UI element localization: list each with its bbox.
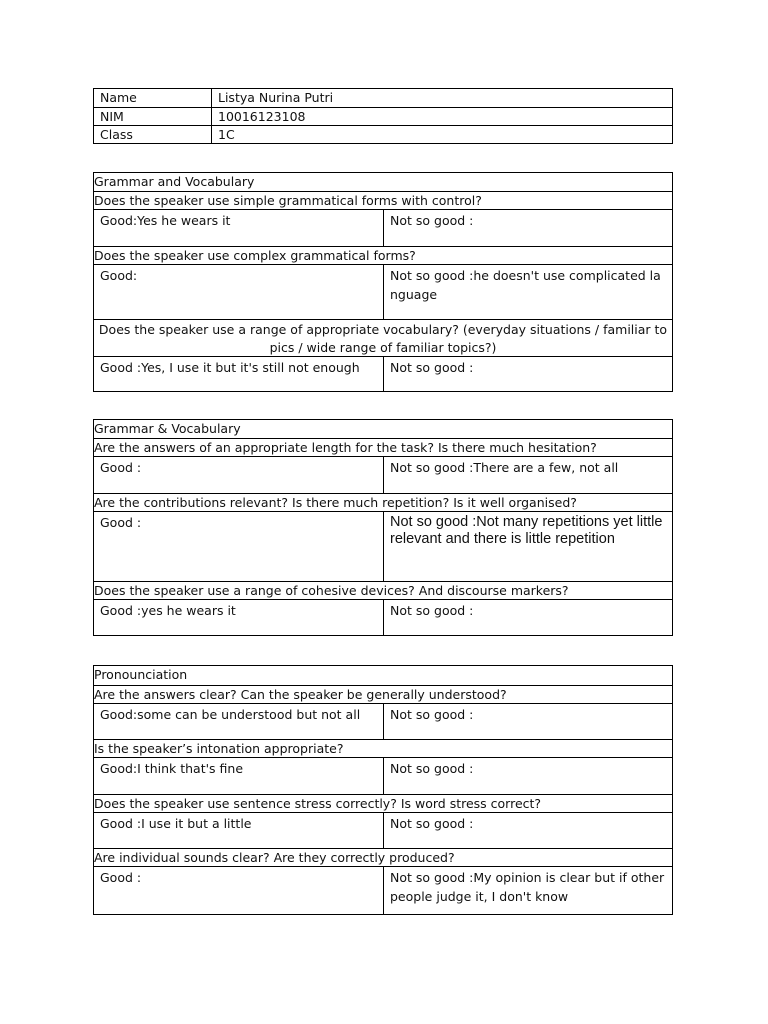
good-answer: Good :	[94, 867, 384, 914]
question: Does the speaker use simple grammatical forms with control?	[94, 191, 672, 209]
good-answer: Good:	[94, 265, 384, 319]
section-title: Grammar and Vocabulary	[94, 174, 255, 189]
good-answer: Good :I use it but a little	[94, 813, 384, 848]
answer-row	[94, 209, 672, 246]
answer-row	[94, 356, 672, 391]
answer-row	[94, 599, 672, 635]
not-so-good-answer: Not so good :	[390, 213, 474, 228]
not-so-good-answer: Not so good :Not many repetitions yet little relevant and there is little repetition	[390, 514, 663, 547]
info-label: NIM	[94, 108, 212, 125]
question: Does the speaker use a range of cohesive devices? And discourse markers?	[94, 581, 672, 599]
info-value: 1C	[218, 127, 235, 142]
good-answer: Good :	[94, 512, 384, 581]
question: Does the speaker use complex grammatical forms?	[94, 246, 672, 264]
section-title: Pronounciation	[94, 667, 188, 682]
good-answer: Good:I think that's fine	[94, 758, 384, 794]
info-label: Name	[94, 89, 212, 107]
good-answer: Good:Yes he wears it	[94, 210, 384, 246]
not-so-good-answer: Not so good :My opinion is clear but if other people judge it, I don't know	[390, 870, 665, 904]
not-so-good-answer: Not so good :	[390, 707, 474, 722]
answer-row	[94, 812, 672, 848]
not-so-good-answer: Not so good :	[390, 816, 474, 831]
not-so-good-answer: Not so good :	[390, 360, 474, 375]
answer-row	[94, 703, 672, 739]
info-value: 10016123108	[218, 109, 306, 124]
not-so-good-answer: Not so good :There are a few, not all	[390, 460, 619, 475]
good-answer: Good :	[94, 457, 384, 493]
question: Are the contributions relevant? Is there much repetition? Is it well organised?	[94, 493, 672, 511]
question: Are individual sounds clear? Are they correctly produced?	[94, 848, 672, 866]
question: Does the speaker use a range of appropriate vocabulary? (everyday situations / familiar to pics / wide range of familiar topics?)	[94, 319, 672, 356]
info-row-name	[94, 89, 672, 107]
pronunciation-table	[93, 665, 673, 915]
good-answer: Good :Yes, I use it but it's still not enough	[94, 357, 384, 391]
question: Are the answers of an appropriate length for the task? Is there much hesitation?	[94, 438, 672, 456]
not-so-good-answer: Not so good :	[390, 761, 474, 776]
not-so-good-answer: Not so good :he doesn't use complicated la nguage	[390, 268, 661, 302]
answer-row	[94, 866, 672, 914]
answer-row	[94, 264, 672, 319]
question: Are the answers clear? Can the speaker be generally understood?	[94, 685, 672, 703]
student-info-table	[93, 88, 673, 144]
answer-row	[94, 757, 672, 794]
info-value: Listya Nurina Putri	[218, 90, 334, 105]
section-title: Grammar & Vocabulary	[94, 421, 241, 436]
answer-row	[94, 456, 672, 493]
info-label: Class	[94, 126, 212, 143]
not-so-good-answer: Not so good :	[390, 603, 474, 618]
question: Is the speaker’s intonation appropriate?	[94, 739, 672, 757]
info-row-class	[94, 125, 672, 143]
answer-row	[94, 511, 672, 581]
question: Does the speaker use sentence stress correctly? Is word stress correct?	[94, 794, 672, 812]
grammar-vocabulary-table-2	[93, 419, 673, 636]
grammar-vocabulary-table	[93, 172, 673, 392]
info-row-nim	[94, 107, 672, 125]
good-answer: Good:some can be understood but not all	[94, 704, 384, 739]
good-answer: Good :yes he wears it	[94, 600, 384, 635]
